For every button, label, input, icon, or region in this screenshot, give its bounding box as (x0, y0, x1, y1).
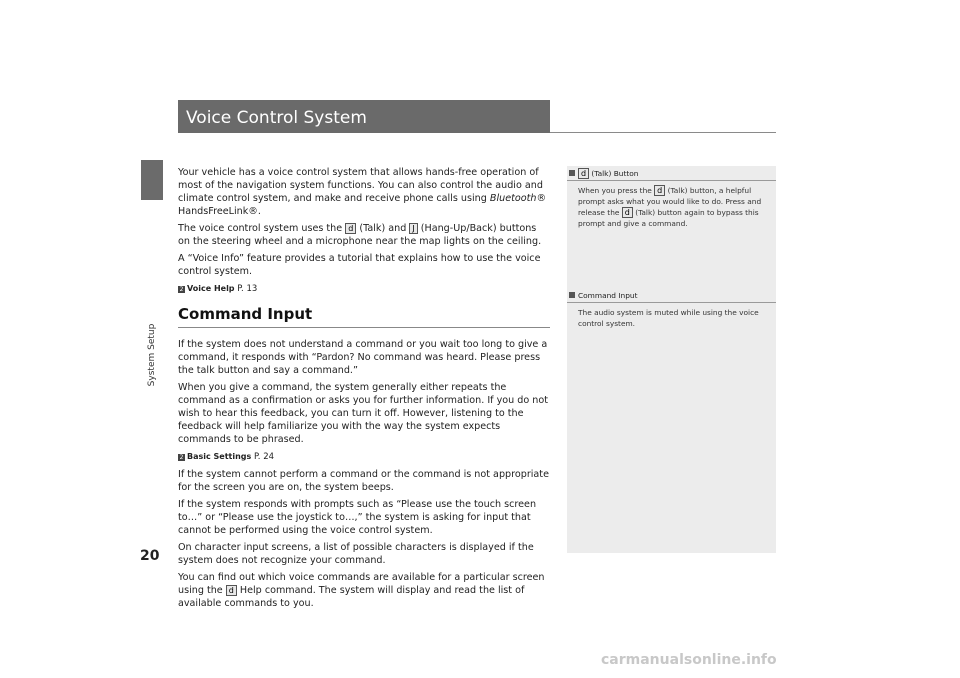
intro-paragraph-3: A “Voice Info” feature provides a tutorial that explains how to use the voice control system. (178, 253, 541, 277)
talk-button-icon: d (345, 223, 356, 234)
intro-paragraph-1: Your vehicle has a voice control system that allows hands-free operation of most of the navigation system functions. You can also control the audio and climate control system, and make and receive phone calls using Bluetooth® HandsFreeLink®. (178, 167, 547, 217)
command-paragraph-4: If the system responds with prompts such as “Please use the touch screen to…” or “Please use the joystick to…,” the system is asking for input that cannot be performed using the voice control system. (178, 499, 537, 536)
talk-button-icon: d (654, 185, 665, 196)
note-heading: d (Talk) Button (567, 166, 776, 181)
voice-help-link[interactable]: 2 Voice Help P. 13 (179, 284, 258, 294)
command-paragraph-2: When you give a command, the system generally either repeats the command as a confirmation or asks you for further information. If you do not wish to hear this feedback, you can turn it off. However, listening to the feedback will help familiarize you with the way the system expects commands to be phrased. (178, 382, 549, 445)
note-marker-icon (569, 170, 575, 176)
main-column (178, 166, 550, 614)
hangup-back-button-icon: J (409, 223, 417, 234)
note-marker-icon (569, 292, 575, 298)
command-paragraph-1: If the system does not understand a command or you wait too long to give a command, it responds with “Pardon? No command was heard. Please press the talk button and say a command.” (178, 339, 548, 376)
talk-button-note (567, 166, 776, 229)
basic-settings-link[interactable]: 2 Basic Settings P. 24 (179, 452, 275, 462)
command-paragraph-6: You can find out which voice commands are available for a particular screen using the d Help command. The system will display and read the list of available commands to you. (178, 572, 545, 609)
cross-reference-arrow-icon: 2 (179, 286, 184, 293)
cross-reference-arrow-icon: 2 (179, 454, 184, 461)
command-input-heading: Command Input (178, 308, 550, 328)
talk-button-icon: d (622, 207, 633, 218)
section-side-label: System Setup (147, 323, 157, 387)
talk-button-icon: d (578, 168, 589, 179)
notes-sidebar (567, 166, 776, 553)
note-body: When you press the d (Talk) button, a helpful prompt asks what you would like to do. Press and release the d (Talk) button again to bypass this prompt and give a command. (578, 186, 762, 228)
page-title-bar (178, 100, 550, 133)
command-paragraph-3: If the system cannot perform a command or the command is not appropriate for the screen you are on, the system beeps. (178, 469, 549, 493)
note-heading: Command Input (567, 288, 776, 303)
title-rule (550, 132, 776, 133)
watermark: carmanualsonline.info (601, 652, 777, 668)
section-tab-marker (141, 160, 163, 200)
page-title: Voice Control System (186, 108, 367, 128)
talk-button-icon: d (226, 585, 237, 596)
note-body: The audio system is muted while using the voice control system. (578, 308, 759, 328)
command-paragraph-5: On character input screens, a list of possible characters is displayed if the system does not recognize your command. (178, 542, 534, 566)
command-input-note (567, 288, 776, 329)
page-number: 20 (140, 548, 160, 564)
intro-paragraph-2: The voice control system uses the d (Talk) and J (Hang-Up/Back) buttons on the steering wheel and a microphone near the map lights on the ceiling. (178, 223, 542, 247)
